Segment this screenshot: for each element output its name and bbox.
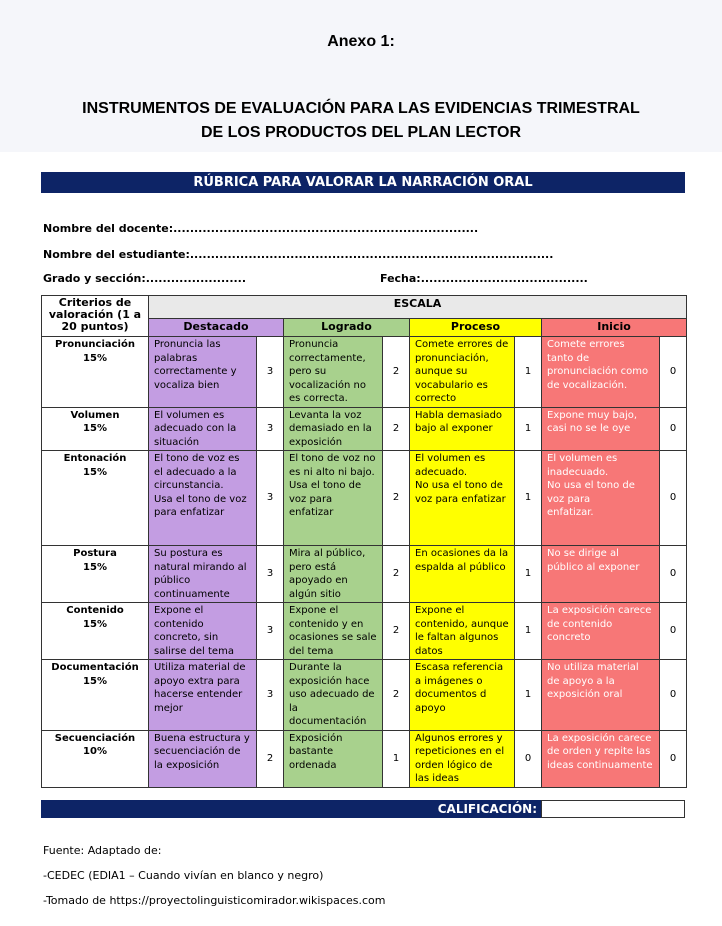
table-row <box>42 730 687 787</box>
criterion-cell <box>42 546 149 603</box>
criterion-cell <box>42 451 149 546</box>
score-cell: 0 <box>660 730 687 787</box>
score-cell: 1 <box>515 660 542 731</box>
main-heading <box>0 97 722 145</box>
source-line-1: Fuente: Adaptado de: <box>43 844 162 857</box>
descriptor-cell: Durante la exposición hace uso adecuado de la documentación <box>284 660 383 731</box>
criterion-name: Pronunciación <box>55 339 135 350</box>
criterion-name: Secuenciación <box>54 732 136 744</box>
descriptor-cell: Comete errores de pronunciación, aunque su vocabulario es correcto <box>410 337 515 408</box>
criterion-weight: 15% <box>83 675 107 687</box>
score-cell: 3 <box>257 451 284 546</box>
descriptor-cell: No se dirige al público al exponer <box>542 546 660 603</box>
criterion-weight: 15% <box>83 423 107 434</box>
level-header-destacado: Destacado <box>149 319 284 337</box>
descriptor-cell: Expone muy bajo, casi no se le oye <box>542 407 660 451</box>
table-row <box>42 407 687 451</box>
descriptor-cell: No utiliza material de apoyo a la exposición oral <box>542 660 660 731</box>
descriptor-cell: Levanta la voz demasiado en la exposición <box>284 407 383 451</box>
level-header-proceso: Proceso <box>410 319 542 337</box>
descriptor-cell: La exposición carece de orden y repite las ideas continuamente <box>542 730 660 787</box>
criterion-name: Entonación <box>63 453 127 464</box>
descriptor-cell: La exposición carece de contenido concreto <box>542 603 660 660</box>
score-cell: 2 <box>383 603 410 660</box>
score-cell: 3 <box>257 407 284 451</box>
table-row <box>42 451 687 546</box>
criterion-weight: 15% <box>83 466 107 478</box>
descriptor-cell: El tono de voz es el adecuado a la circunstancia. Usa el tono de voz para enfatizar <box>149 451 257 546</box>
descriptor-cell: Habla demasiado bajo al exponer <box>410 407 515 451</box>
descriptor-cell: Pronuncia las palabras correctamente y vocaliza bien <box>149 337 257 408</box>
criterion-weight: 15% <box>83 561 107 573</box>
criterion-cell <box>42 603 149 660</box>
descriptor-cell: En ocasiones da la espalda al público <box>410 546 515 603</box>
score-cell: 3 <box>257 337 284 408</box>
descriptor-cell: El volumen es inadecuado. No usa el tono de voz para enfatizar. <box>542 451 660 546</box>
table-row <box>42 603 687 660</box>
criterion-weight: 15% <box>83 352 107 364</box>
score-cell: 2 <box>383 546 410 603</box>
descriptor-cell: Pronuncia correctamente, pero su vocalización no es correcta. <box>284 337 383 408</box>
descriptor-cell: Exposición bastante ordenada <box>284 730 383 787</box>
grade-label-bar: CALIFICACIÓN: <box>41 800 541 818</box>
descriptor-cell: El volumen es adecuado. No usa el tono de voz para enfatizar <box>410 451 515 546</box>
score-cell: 1 <box>515 546 542 603</box>
descriptor-cell: Expone el contenido y en ocasiones se sale del tema <box>284 603 383 660</box>
descriptor-cell: Mira al público, pero está apoyado en algún sitio <box>284 546 383 603</box>
descriptor-cell: Utiliza material de apoyo extra para hacerse entender mejor <box>149 660 257 731</box>
descriptor-cell: Comete errores tanto de pronunciación como de vocalización. <box>542 337 660 408</box>
criterion-name: Documentación <box>51 662 139 673</box>
score-cell: 0 <box>660 407 687 451</box>
scale-header: ESCALA <box>149 296 687 319</box>
descriptor-cell: El tono de voz no es ni alto ni bajo. Usa el tono de voz para enfatizar <box>284 451 383 546</box>
score-cell: 3 <box>257 603 284 660</box>
descriptor-cell: Expone el contenido concreto, sin salirse del tema <box>149 603 257 660</box>
descriptor-cell: Algunos errores y repeticiones en el orden lógico de las ideas <box>410 730 515 787</box>
level-header-logrado: Logrado <box>284 319 410 337</box>
main-heading-line-2: DE LOS PRODUCTOS DEL PLAN LECTOR <box>200 124 522 141</box>
table-row <box>42 337 687 408</box>
table-row <box>42 660 687 731</box>
score-cell: 2 <box>257 730 284 787</box>
score-cell: 0 <box>660 546 687 603</box>
grade-section-field: Grado y sección:........................ <box>43 272 247 285</box>
table-row <box>42 546 687 603</box>
criteria-header: Criterios de valoración (1 a 20 puntos) <box>42 296 149 337</box>
score-cell: 1 <box>515 407 542 451</box>
score-cell: 2 <box>383 337 410 408</box>
rubric-banner: RÚBRICA PARA VALORAR LA NARRACIÓN ORAL <box>41 172 685 193</box>
student-name-field: Nombre del estudiante:....................................................................................... <box>43 248 554 261</box>
criterion-cell <box>42 407 149 451</box>
score-cell: 0 <box>660 337 687 408</box>
score-cell: 2 <box>383 451 410 546</box>
criterion-cell <box>42 337 149 408</box>
grade-input-box[interactable] <box>541 800 685 818</box>
main-heading-line-1: INSTRUMENTOS DE EVALUACIÓN PARA LAS EVIDENCIAS TRIMESTRAL <box>82 100 640 117</box>
score-cell: 0 <box>660 660 687 731</box>
descriptor-cell: El volumen es adecuado con la situación <box>149 407 257 451</box>
criterion-name: Volumen <box>70 409 120 421</box>
score-cell: 3 <box>257 660 284 731</box>
criterion-cell <box>42 730 149 787</box>
score-cell: 1 <box>515 451 542 546</box>
criterion-weight: 10% <box>83 746 107 757</box>
date-field: Fecha:........................................ <box>380 272 588 285</box>
score-cell: 0 <box>660 451 687 546</box>
score-cell: 0 <box>515 730 542 787</box>
descriptor-cell: Expone el contenido, aunque le faltan algunos datos <box>410 603 515 660</box>
descriptor-cell: Buena estructura y secuenciación de la exposición <box>149 730 257 787</box>
level-header-inicio: Inicio <box>542 319 687 337</box>
annex-title: Anexo 1: <box>327 33 395 50</box>
score-cell: 1 <box>383 730 410 787</box>
criterion-cell <box>42 660 149 731</box>
teacher-name-field: Nombre del docente:......................................................................... <box>43 222 479 235</box>
score-cell: 2 <box>383 407 410 451</box>
score-cell: 3 <box>257 546 284 603</box>
descriptor-cell: Su postura es natural mirando al público continuamente <box>149 546 257 603</box>
score-cell: 1 <box>515 603 542 660</box>
criterion-weight: 15% <box>83 618 107 630</box>
score-cell: 0 <box>660 603 687 660</box>
score-cell: 2 <box>383 660 410 731</box>
source-line-3: -Tomado de https://proyectolinguisticomirador.wikispaces.com <box>43 894 386 907</box>
source-line-2: -CEDEC (EDIA1 – Cuando vivían en blanco y negro) <box>43 869 324 882</box>
criterion-name: Postura <box>73 548 117 559</box>
criterion-name: Contenido <box>66 605 124 616</box>
descriptor-cell: Escasa referencia a imágenes o documentos d apoyo <box>410 660 515 731</box>
rubric-table <box>41 295 687 788</box>
score-cell: 1 <box>515 337 542 408</box>
